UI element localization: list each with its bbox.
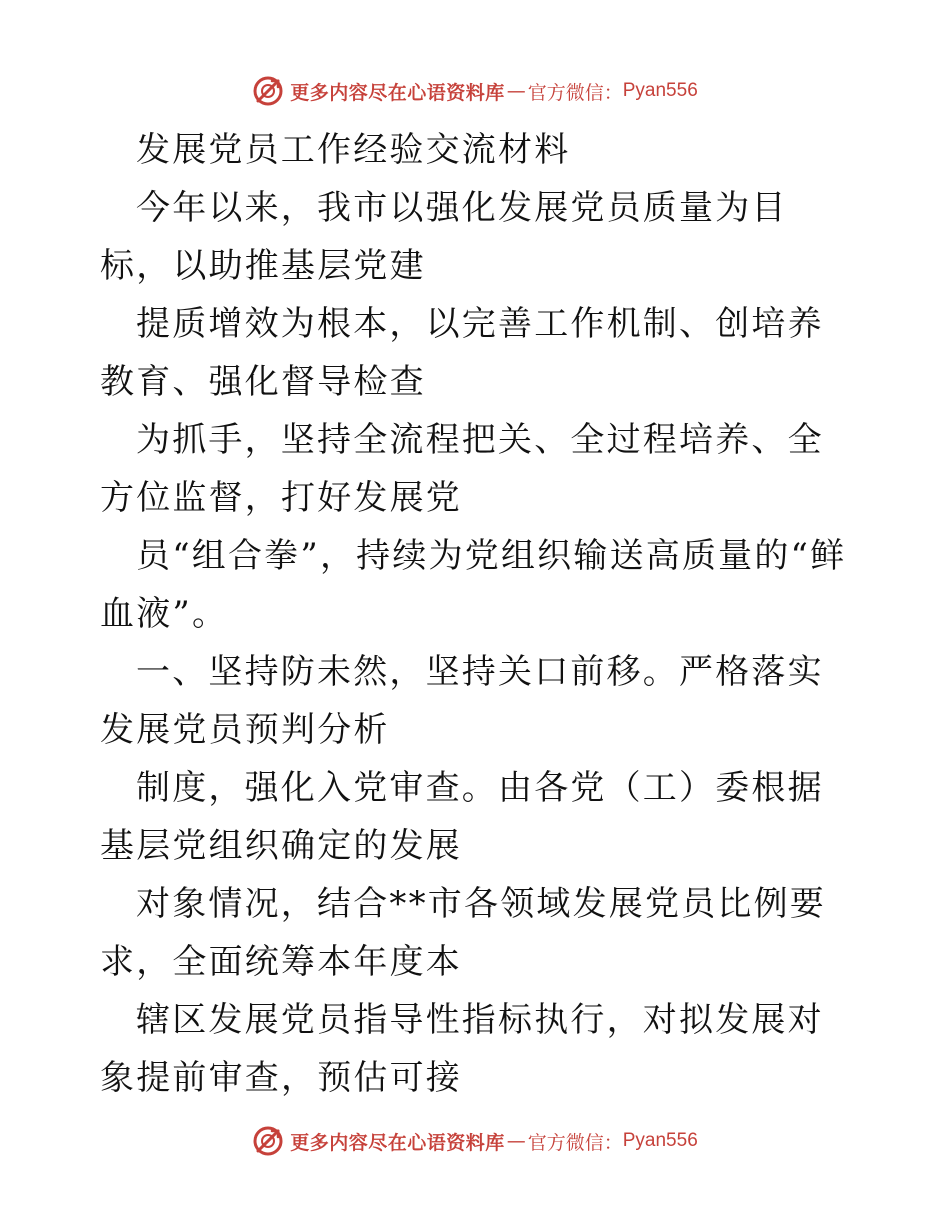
- paragraph-4: 员“组合拳”，持续为党组织输送高质量的“鲜血液”。: [100, 536, 847, 634]
- logo-icon: [252, 75, 284, 107]
- document-title: 发展党员工作经验交流材料: [136, 130, 571, 170]
- paragraph-1: 今年以来，我市以强化发展党员质量为目标，以助推基层党建: [100, 188, 788, 286]
- watermark-label: 官方微信：: [527, 1131, 623, 1154]
- paragraph-8: 辖区发展党员指导性指标执行，对拟发展对象提前审查，预估可接: [100, 1000, 824, 1098]
- header-watermark: [0, 71, 950, 111]
- logo-icon: [252, 1125, 284, 1157]
- watermark-dash: —: [506, 80, 526, 102]
- paragraph-7: 对象情况，结合**市各领域发展党员比例要求，全面统筹本年度本: [100, 884, 826, 982]
- watermark-text: 更多内容尽在心语资料库: [290, 81, 505, 104]
- watermark-label: 官方微信：: [527, 81, 623, 104]
- watermark-text: 更多内容尽在心语资料库: [290, 1131, 505, 1154]
- paragraph-6: 制度，强化入党审查。由各党（工）委根据基层党组织确定的发展: [100, 768, 824, 866]
- watermark-id: Pyan556: [622, 80, 698, 101]
- paragraph-3: 为抓手，坚持全流程把关、全过程培养、全方位监督，打好发展党: [100, 420, 824, 518]
- paragraph-2: 提质增效为根本，以完善工作机制、创培养教育、强化督导检查: [100, 304, 824, 402]
- document-body: [100, 121, 852, 1107]
- paragraph-5: 一、坚持防未然，坚持关口前移。严格落实发展党员预判分析: [100, 652, 824, 750]
- watermark-dash: —: [506, 1130, 526, 1152]
- footer-watermark: [0, 1121, 950, 1161]
- watermark-id: Pyan556: [622, 1130, 698, 1151]
